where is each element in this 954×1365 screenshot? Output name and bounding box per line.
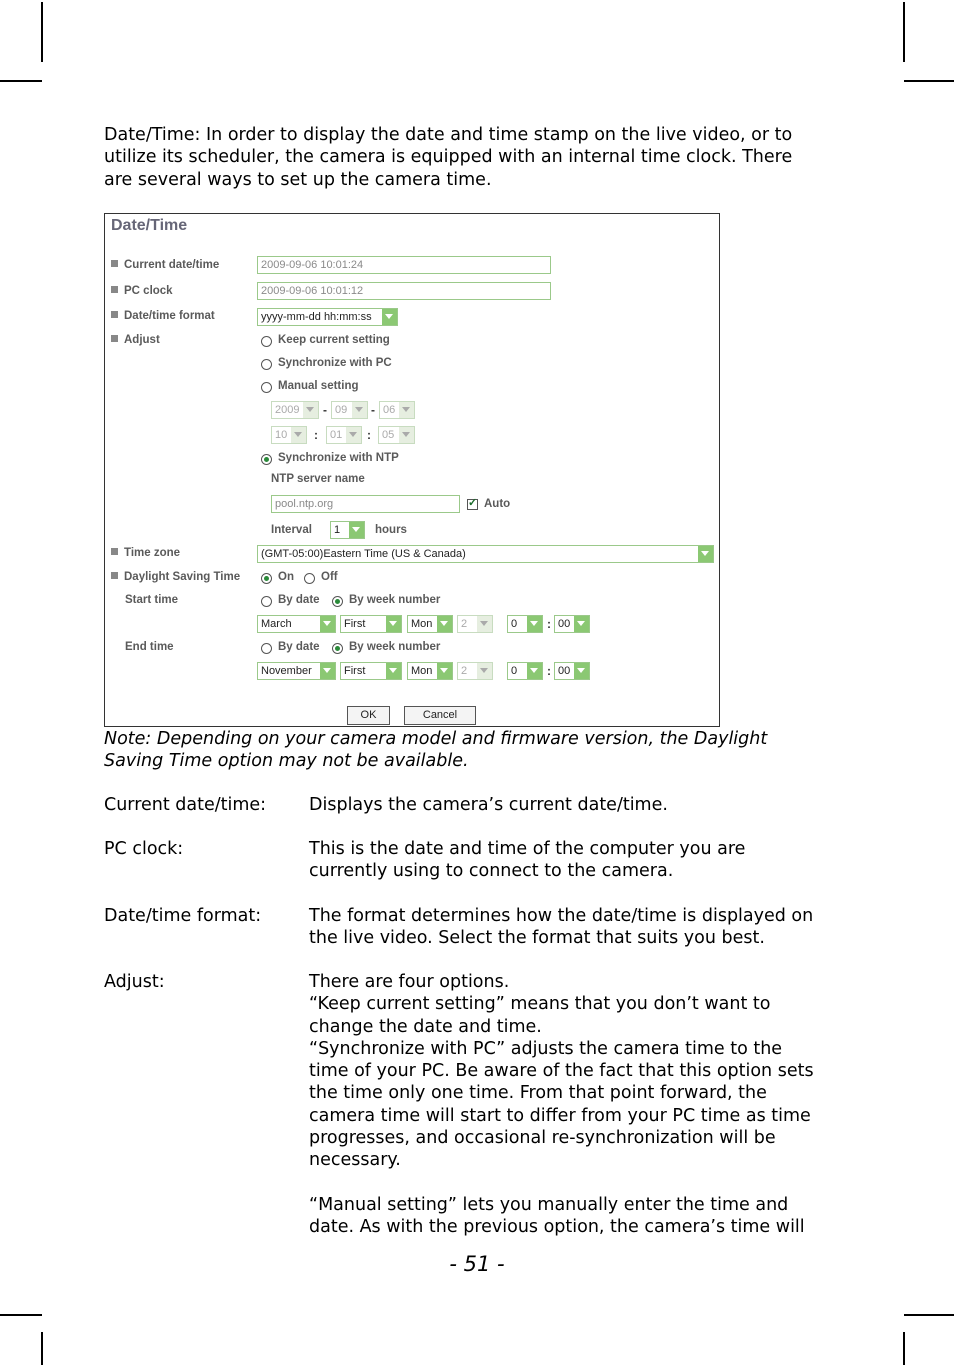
chevron-down-icon (382, 309, 397, 325)
dst-on-radio[interactable] (261, 573, 272, 584)
chevron-down-icon (527, 663, 542, 679)
crop-mark (0, 80, 42, 82)
crop-mark (903, 2, 905, 62)
manual-month-select[interactable]: 09 (331, 401, 368, 419)
chevron-down-icon (399, 402, 414, 418)
chevron-down-icon (352, 402, 367, 418)
chevron-down-icon (574, 663, 589, 679)
end-by-week-radio[interactable] (332, 643, 343, 654)
end-day-select[interactable]: Mon (407, 662, 453, 680)
start-day-select[interactable]: Mon (407, 615, 453, 633)
bullet-icon (111, 572, 118, 579)
cancel-button[interactable]: Cancel (404, 706, 476, 725)
time-separator: : (547, 664, 551, 678)
chevron-down-icon (386, 616, 401, 632)
date-separator: - (371, 403, 375, 417)
pc-clock-field: 2009-09-06 10:01:12 (257, 282, 551, 300)
chevron-down-icon (698, 546, 713, 562)
dst-on-label: On (278, 571, 294, 583)
pc-clock-label: PC clock (111, 285, 173, 297)
start-by-date-radio[interactable] (261, 596, 272, 607)
start-hour-select[interactable]: 0 (507, 615, 543, 633)
datetime-format-label: Date/time format (111, 310, 215, 322)
time-separator: : (367, 428, 371, 442)
intro-paragraph: Date/Time: In order to display the date and time stamp on the live video, or to utilize its scheduler, the camera is equipped with an internal time clock. There are several ways to set up the camera time. (104, 125, 793, 190)
definition-term: Date/time format: (104, 906, 262, 926)
definition-desc: The format determines how the date/time is displayed on the live video. Select the format that suits you best. (309, 906, 814, 949)
end-time-label: End time (125, 641, 174, 653)
crop-mark (41, 2, 43, 62)
definition-term: PC clock: (104, 839, 184, 859)
page-number: - 51 - (449, 1252, 505, 1276)
time-zone-select[interactable]: (GMT-05:00)Eastern Time (US & Canada) (257, 545, 714, 563)
adjust-label: Adjust (111, 334, 160, 346)
end-by-week-label: By week number (349, 641, 441, 653)
bullet-icon (111, 260, 118, 267)
dst-label: Daylight Saving Time (111, 571, 240, 583)
manual-setting-label: Manual setting (278, 380, 359, 392)
end-hour-select[interactable]: 0 (507, 662, 543, 680)
end-month-select[interactable]: November (257, 662, 336, 680)
start-time-label: Start time (125, 594, 179, 606)
time-separator: : (314, 428, 318, 442)
ntp-server-input[interactable]: pool.ntp.org (271, 495, 460, 513)
bullet-icon (111, 286, 118, 293)
end-by-date-label: By date (278, 641, 320, 653)
definition-desc: This is the date and time of the computer you are currently using to connect to the camera. (309, 839, 746, 882)
bullet-icon (111, 548, 118, 555)
hours-label: hours (375, 524, 407, 536)
definition-term: Current date/time: (104, 795, 267, 815)
start-by-week-label: By week number (349, 594, 441, 606)
dst-off-radio[interactable] (304, 573, 315, 584)
start-n-select[interactable]: 2 (457, 615, 493, 633)
crop-mark (903, 1332, 905, 1365)
chevron-down-icon (437, 616, 452, 632)
dst-off-label: Off (321, 571, 338, 583)
chevron-down-icon (303, 402, 318, 418)
keep-current-label: Keep current setting (278, 334, 390, 346)
time-zone-label: Time zone (111, 547, 180, 559)
start-minute-select[interactable]: 00 (554, 615, 590, 633)
manual-hour-select[interactable]: 10 (271, 426, 307, 444)
chevron-down-icon (291, 427, 306, 443)
sync-ntp-radio[interactable] (261, 454, 272, 465)
manual-day-select[interactable]: 06 (379, 401, 415, 419)
chevron-down-icon (320, 616, 335, 632)
panel-title: Date/Time (111, 217, 188, 234)
sync-ntp-label: Synchronize with NTP (278, 452, 399, 464)
chevron-down-icon (386, 663, 401, 679)
datetime-format-select[interactable]: yyyy-mm-dd hh:mm:ss (257, 308, 398, 326)
end-by-date-radio[interactable] (261, 643, 272, 654)
chevron-down-icon (399, 427, 414, 443)
datetime-settings-panel (104, 213, 720, 727)
manual-setting-radio[interactable] (261, 382, 272, 393)
chevron-down-icon (320, 663, 335, 679)
end-minute-select[interactable]: 00 (554, 662, 590, 680)
chevron-down-icon (527, 616, 542, 632)
chevron-down-icon (574, 616, 589, 632)
current-datetime-label: Current date/time (111, 259, 219, 271)
chevron-down-icon (349, 522, 364, 538)
date-separator: - (323, 403, 327, 417)
definition-desc: Displays the camera’s current date/time. (309, 795, 668, 815)
start-month-select[interactable]: March (257, 615, 336, 633)
chevron-down-icon (477, 663, 492, 679)
crop-mark (904, 80, 954, 82)
crop-mark (904, 1314, 954, 1316)
end-week-select[interactable]: First (340, 662, 402, 680)
start-by-week-radio[interactable] (332, 596, 343, 607)
manual-year-select[interactable]: 2009 (271, 401, 319, 419)
chevron-down-icon (477, 616, 492, 632)
chevron-down-icon (346, 427, 361, 443)
ntp-server-label: NTP server name (271, 473, 365, 485)
definition-term: Adjust: (104, 972, 165, 992)
note-paragraph: Note: Depending on your camera model and firmware version, the Daylight Saving Time option may not be available. (104, 729, 768, 772)
bullet-icon (111, 311, 118, 318)
end-n-select[interactable]: 2 (457, 662, 493, 680)
ok-button[interactable]: OK (347, 706, 390, 725)
definition-desc: There are four options. “Keep current setting” means that you don’t want to change the date and time. “Synchronize with PC” adjusts the camera time to the time of your PC. Be aware of the fact that this option sets the time only one time. From that point forward, the camera time will start to differ from your PC time as time progresses, and occasional re-synchronization will be necessary. “Manual setting” lets you manually enter the time and date. As with the previous option, the camera’s time will (309, 972, 814, 1238)
bullet-icon (111, 335, 118, 342)
time-separator: : (547, 617, 551, 631)
auto-label: Auto (484, 498, 511, 510)
interval-select[interactable]: 1 (330, 521, 365, 539)
keep-current-radio[interactable] (261, 336, 272, 347)
crop-mark (41, 1332, 43, 1365)
start-by-date-label: By date (278, 594, 320, 606)
chevron-down-icon (437, 663, 452, 679)
interval-label: Interval (271, 524, 312, 536)
manual-second-select[interactable]: 05 (378, 426, 415, 444)
current-datetime-field: 2009-09-06 10:01:24 (257, 256, 551, 274)
sync-pc-label: Synchronize with PC (278, 357, 392, 369)
start-week-select[interactable]: First (340, 615, 402, 633)
crop-mark (0, 1314, 42, 1316)
manual-minute-select[interactable]: 01 (326, 426, 362, 444)
auto-checkbox[interactable] (467, 499, 478, 510)
sync-pc-radio[interactable] (261, 359, 272, 370)
